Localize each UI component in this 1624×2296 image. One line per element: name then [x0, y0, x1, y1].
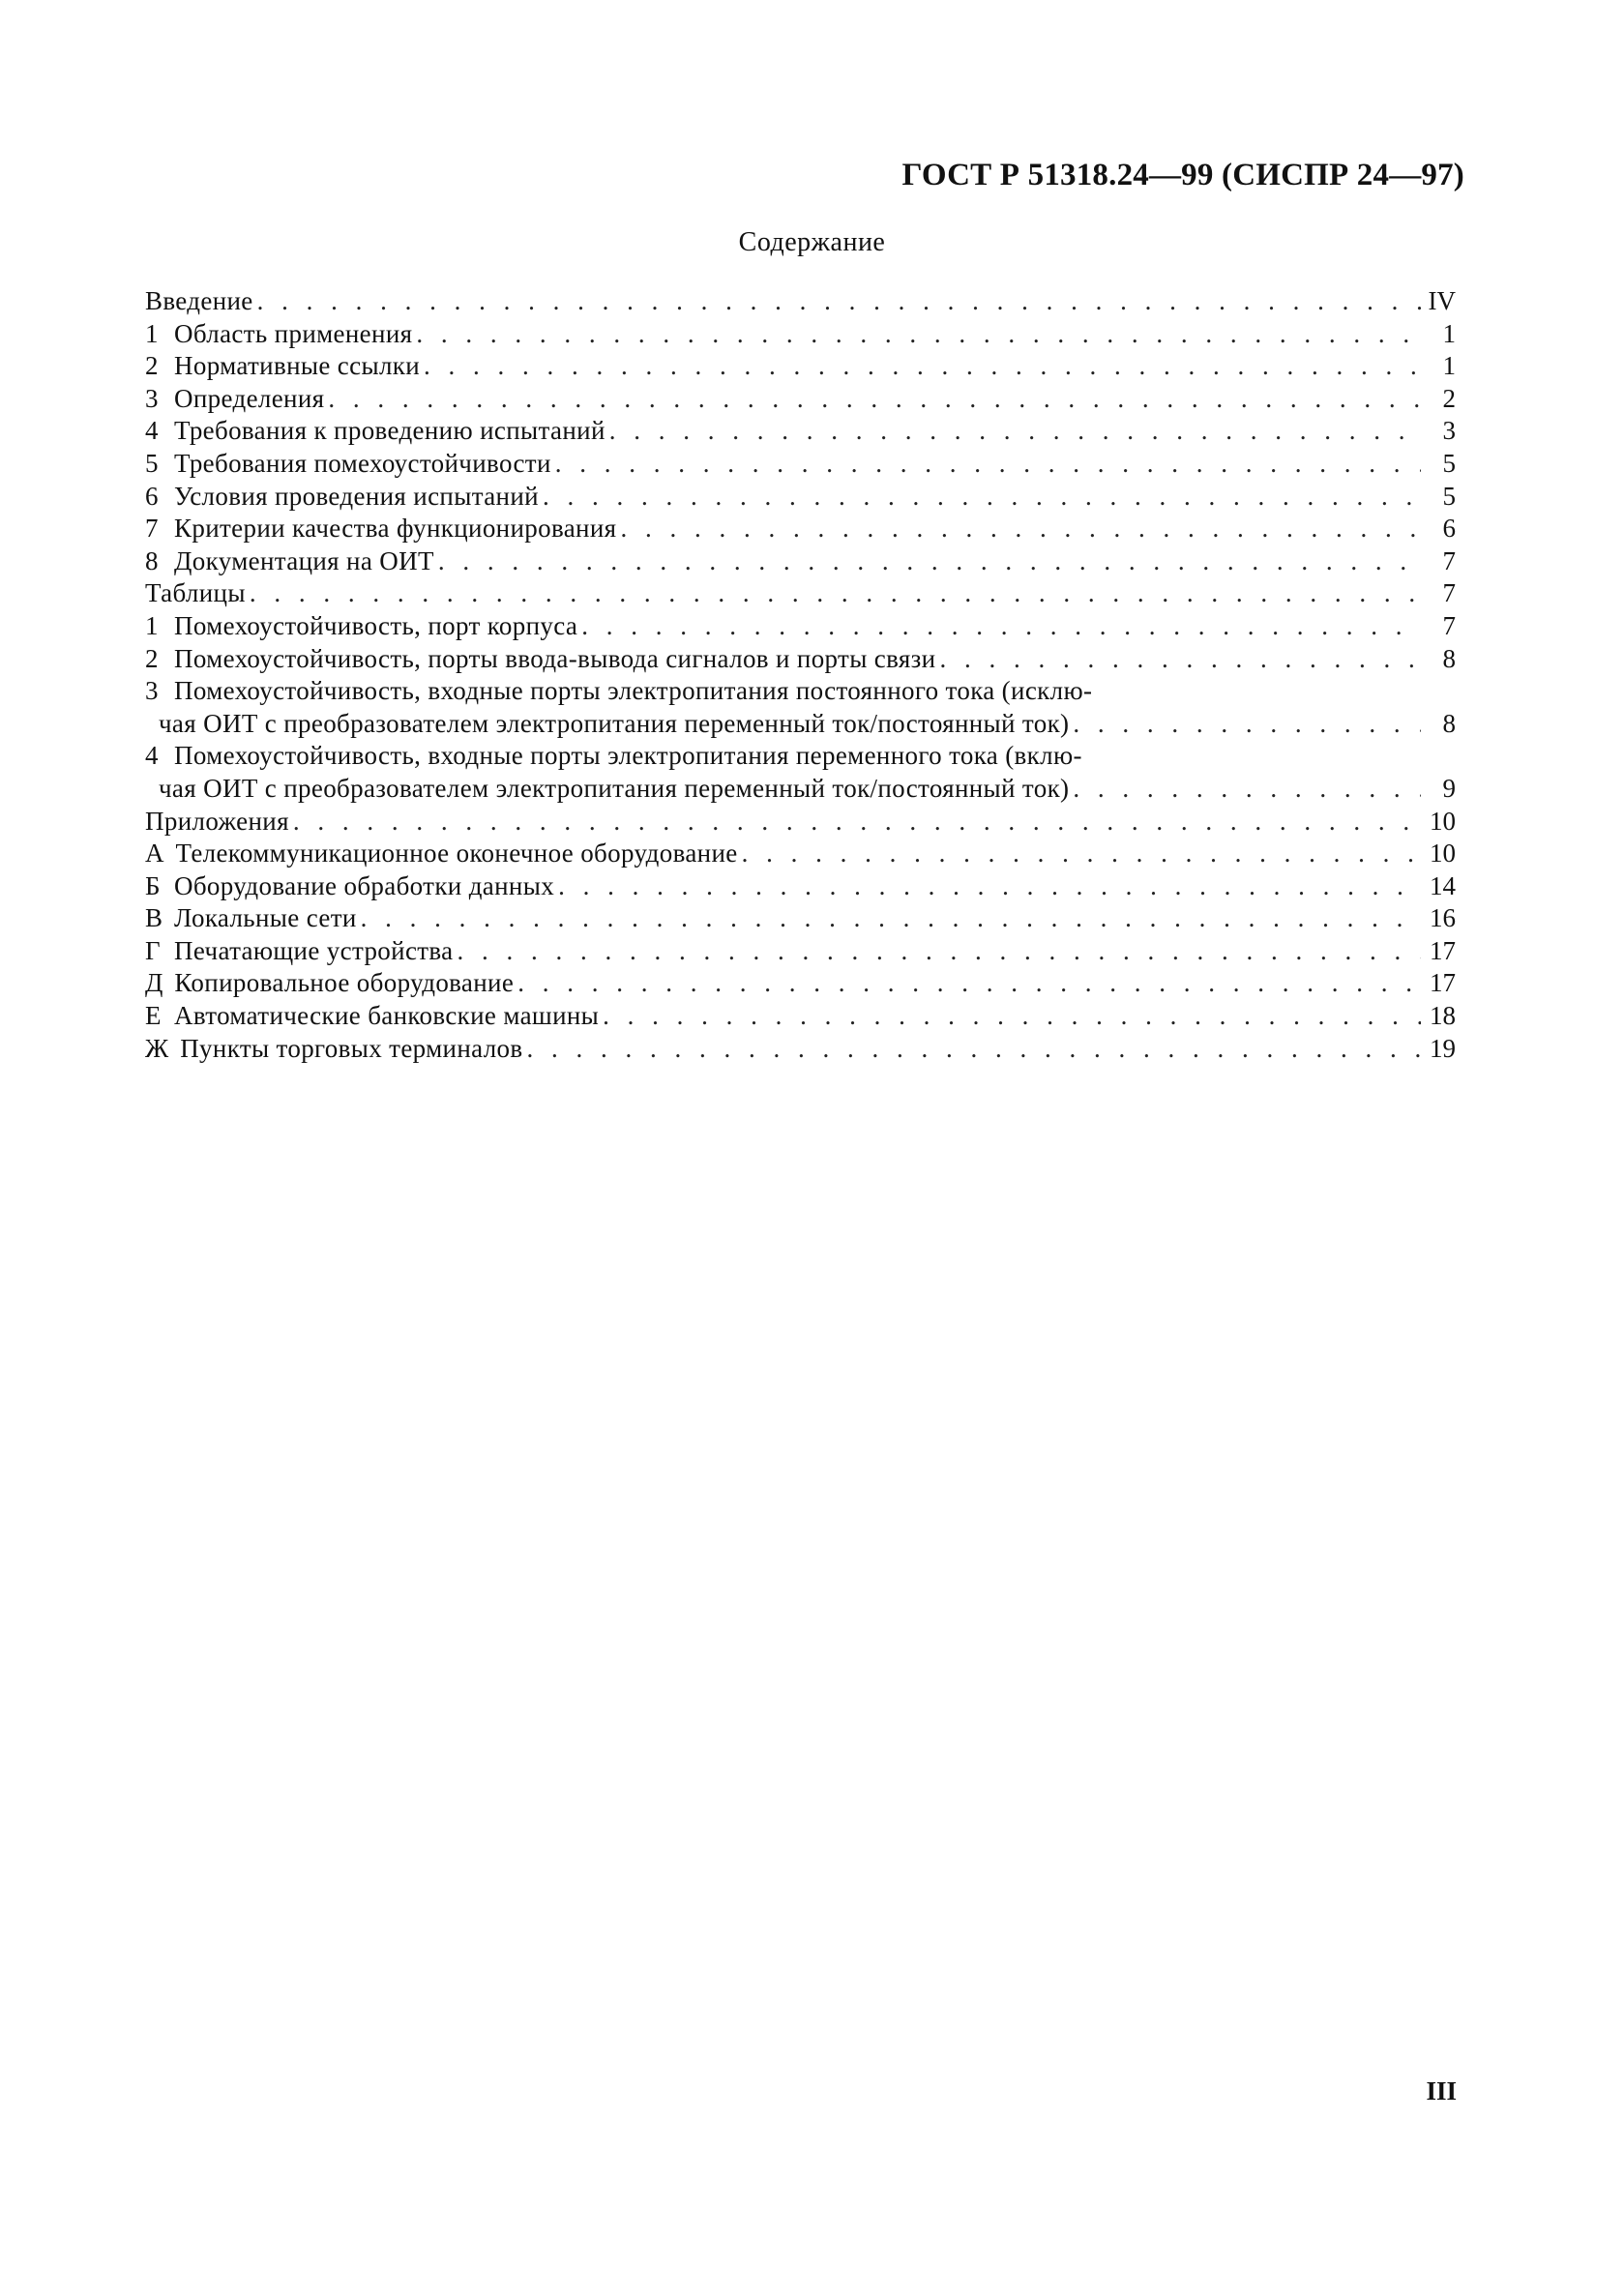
toc-entry[interactable] [145, 675, 1456, 708]
toc-entry-number: 2 [145, 643, 159, 673]
toc-entry-label: Введение [145, 286, 253, 315]
toc-entry-page: 17 [1430, 968, 1456, 998]
toc-entry-page: 8 [1442, 643, 1456, 673]
toc-entry[interactable] [145, 806, 1456, 839]
toc-entry[interactable] [145, 448, 1456, 481]
toc-leader-dots [554, 870, 1421, 903]
toc-entry-label: Документация на ОИТ [174, 545, 434, 575]
toc-entry[interactable] [145, 481, 1456, 514]
toc-entry[interactable] [145, 577, 1456, 610]
toc-leader-dots [420, 350, 1421, 383]
toc-entry[interactable] [145, 902, 1456, 935]
toc-leader-dots [357, 902, 1421, 935]
toc-leader-dots [523, 1033, 1422, 1066]
toc-entry[interactable] [145, 610, 1456, 643]
toc-entry-number: 4 [145, 741, 159, 771]
toc-leader-dots [253, 285, 1421, 318]
toc-entry-page: 2 [1442, 383, 1456, 413]
toc-entry[interactable] [145, 935, 1456, 968]
toc-entry[interactable] [145, 318, 1456, 351]
toc-entry[interactable] [145, 415, 1456, 448]
toc-entry[interactable] [145, 643, 1456, 676]
toc-entry-label: Критерии качества функционирования [174, 514, 617, 544]
toc-entry-page: IV [1428, 286, 1456, 315]
toc-entry-number: Д [145, 968, 163, 998]
toc-entry[interactable] [145, 1033, 1456, 1066]
toc-entry[interactable] [145, 967, 1456, 1000]
toc-entry-page: 6 [1442, 514, 1456, 544]
toc-entry[interactable] [145, 545, 1456, 578]
toc-entry-continuation[interactable] [145, 708, 1456, 741]
toc-entry[interactable] [145, 513, 1456, 545]
toc-entry-page: 9 [1442, 773, 1456, 803]
toc-entry-number: 4 [145, 416, 159, 446]
toc-entry-number: 2 [145, 351, 159, 381]
toc-entry-number: В [145, 903, 163, 933]
toc-entry-number: 3 [145, 676, 159, 706]
toc-leader-dots [599, 1000, 1421, 1033]
document-header: ГОСТ Р 51318.24—99 (СИСПР 24—97) [901, 158, 1464, 192]
toc-entry-label: Таблицы [145, 578, 246, 608]
toc-leader-dots [246, 577, 1421, 610]
toc-entry-label: Определения [174, 383, 325, 413]
page-number: III [1426, 2076, 1457, 2105]
toc-leader-dots [577, 610, 1421, 643]
toc-entry-label: Помехоустойчивость, порт корпуса [174, 610, 578, 640]
toc-leader-dots [935, 643, 1421, 676]
table-of-contents [145, 285, 1456, 1065]
toc-leader-dots [738, 838, 1421, 870]
toc-entry-number: А [145, 839, 164, 868]
toc-entry-label-continued: чая ОИТ с преобразователем электропитания переменный ток/постоянный ток) [159, 773, 1070, 803]
toc-entry-label: Оборудование обработки данных [174, 870, 555, 900]
toc-entry-page: 7 [1442, 578, 1456, 608]
toc-leader-dots [514, 967, 1421, 1000]
toc-entry-number: 5 [145, 448, 159, 478]
toc-entry-number: Г [145, 935, 161, 965]
toc-entry-page: 5 [1442, 481, 1456, 511]
toc-entry-label: Пункты торговых терминалов [180, 1033, 523, 1063]
toc-leader-dots [454, 935, 1421, 968]
toc-entry[interactable] [145, 1000, 1456, 1033]
toc-leader-dots [434, 545, 1421, 578]
toc-entry-label-continued: чая ОИТ с преобразователем электропитания переменный ток/постоянный ток) [159, 708, 1070, 738]
toc-entry-continuation[interactable] [145, 773, 1456, 806]
toc-entry[interactable] [145, 383, 1456, 416]
toc-entry-label: Локальные сети [174, 903, 357, 933]
toc-entry-number: 7 [145, 514, 159, 544]
toc-entry-page: 10 [1430, 839, 1456, 868]
toc-entry-label: Область применения [174, 318, 413, 348]
toc-entry-page: 10 [1430, 806, 1456, 836]
toc-entry-label: Копировальное оборудование [174, 968, 515, 998]
toc-leader-dots [289, 806, 1421, 839]
toc-entry-number: 1 [145, 318, 159, 348]
toc-entry-page: 14 [1430, 870, 1456, 900]
toc-entry-label: Нормативные ссылки [174, 351, 421, 381]
toc-entry-page: 1 [1442, 318, 1456, 348]
toc-entry-label: Помехоустойчивость, порты ввода-вывода сигналов и порты связи [174, 643, 936, 673]
toc-entry-number: 1 [145, 610, 159, 640]
toc-leader-dots [1069, 773, 1421, 806]
toc-entry-label: Автоматические банковские машины [174, 1001, 600, 1031]
toc-entry[interactable] [145, 838, 1456, 870]
toc-entry-label: Приложения [145, 806, 289, 836]
toc-entry-page: 1 [1442, 351, 1456, 381]
toc-entry[interactable] [145, 740, 1456, 773]
toc-entry-number: Е [145, 1001, 162, 1031]
toc-entry-page: 19 [1430, 1033, 1456, 1063]
toc-leader-dots [551, 448, 1421, 481]
toc-entry-number: Б [145, 870, 161, 900]
toc-entry-label: Требования к проведению испытаний [174, 416, 605, 446]
toc-entry-number: Ж [145, 1033, 169, 1063]
toc-entry-page: 18 [1430, 1001, 1456, 1031]
toc-leader-dots [539, 481, 1421, 514]
toc-leader-dots [605, 415, 1421, 448]
toc-leader-dots [324, 383, 1421, 416]
toc-entry[interactable] [145, 350, 1456, 383]
toc-leader-dots [616, 513, 1421, 545]
toc-leader-dots [412, 318, 1421, 351]
toc-entry[interactable] [145, 285, 1456, 318]
toc-title: Содержание [738, 227, 886, 257]
toc-entry-page: 7 [1442, 545, 1456, 575]
toc-entry-page: 3 [1442, 416, 1456, 446]
toc-entry-page: 17 [1430, 935, 1456, 965]
toc-entry-number: 3 [145, 383, 159, 413]
toc-entry-label: Условия проведения испытаний [174, 481, 539, 511]
toc-entry-number: 8 [145, 545, 159, 575]
toc-entry[interactable] [145, 870, 1456, 903]
toc-entry-label: Помехоустойчивость, входные порты электропитания постоянного тока (исклю- [174, 676, 1093, 706]
toc-leader-dots [1069, 708, 1421, 741]
toc-entry-page: 5 [1442, 448, 1456, 478]
toc-entry-page: 8 [1442, 708, 1456, 738]
toc-entry-label: Помехоустойчивость, входные порты электропитания переменного тока (вклю- [174, 741, 1082, 771]
toc-entry-label: Требования помехоустойчивости [174, 448, 551, 478]
toc-entry-label: Печатающие устройства [174, 935, 454, 965]
toc-entry-number: 6 [145, 481, 159, 511]
toc-entry-page: 7 [1442, 610, 1456, 640]
toc-entry-page: 16 [1430, 903, 1456, 933]
toc-entry-label: Телекоммуникационное оконечное оборудование [175, 839, 738, 868]
